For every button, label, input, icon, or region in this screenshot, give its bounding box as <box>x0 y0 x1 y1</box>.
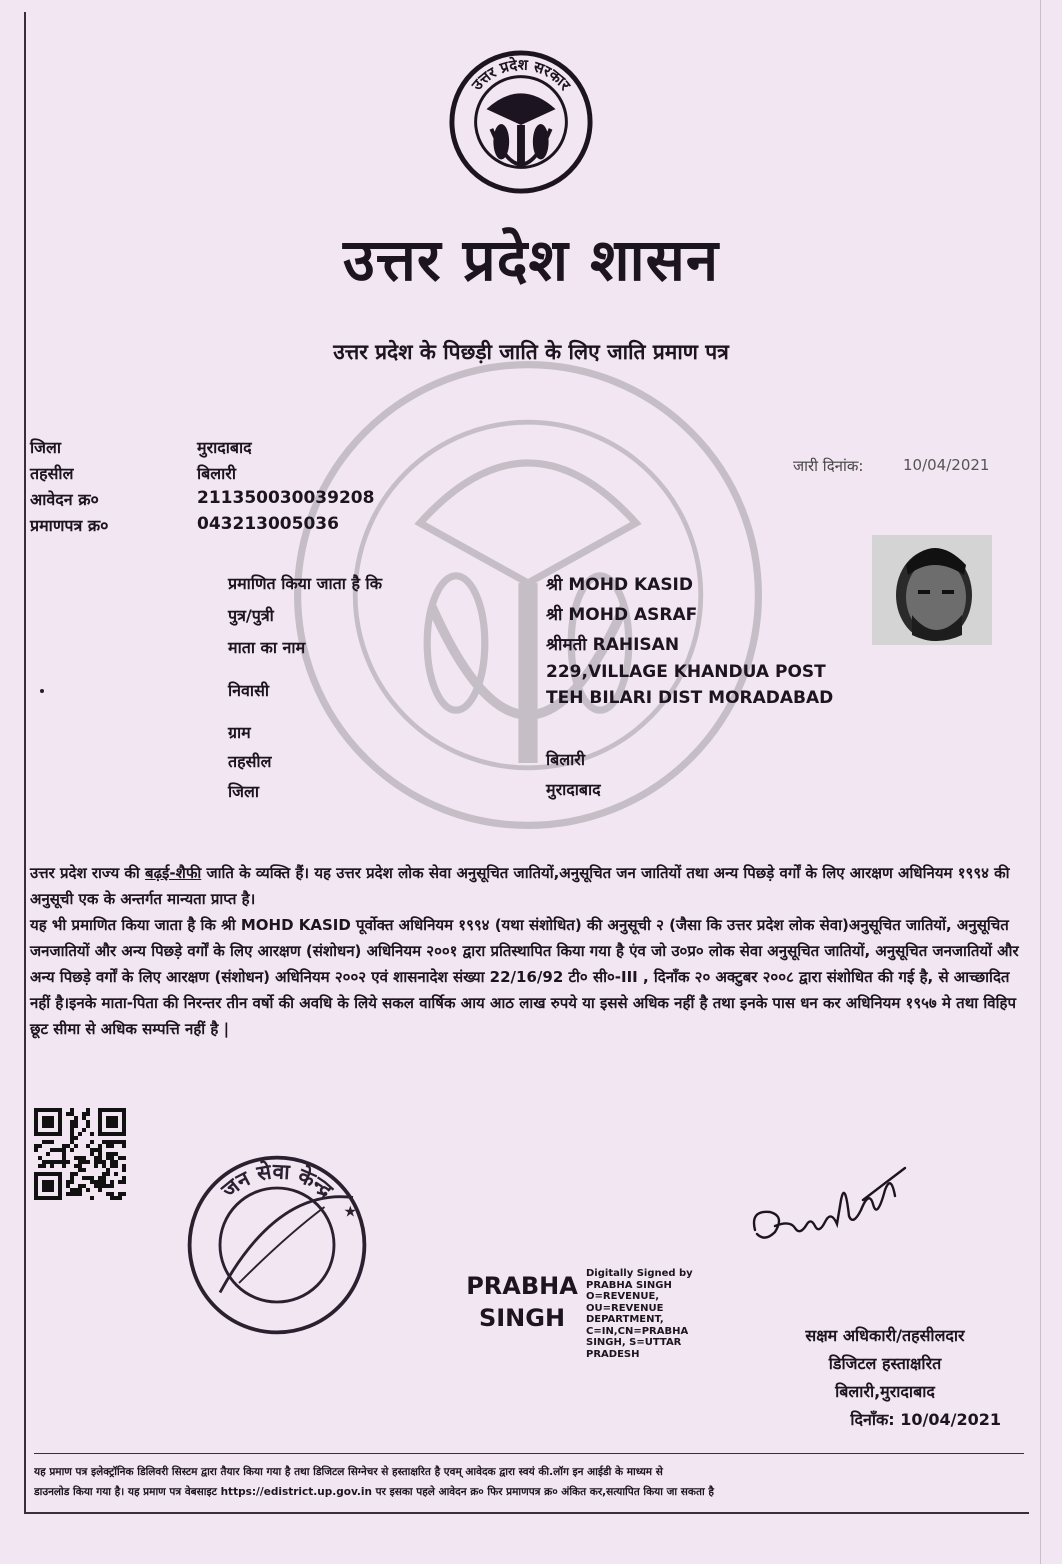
watermark-emblem-icon <box>288 355 768 835</box>
certificate-number-label: प्रमाणपत्र क्र० <box>30 516 109 535</box>
applicant-photo <box>872 535 992 645</box>
village-label: ग्राम <box>228 723 251 742</box>
issue-date-label: जारी दिनांक: <box>793 457 864 475</box>
parent-label: पुत्र/पुत्री <box>228 606 274 625</box>
page-title: उत्तर प्रदेश शासन <box>342 226 720 294</box>
digital-signer-name <box>458 1270 586 1334</box>
district-value: मुरादाबाद <box>197 438 252 457</box>
signer-first-name: PRABHA <box>466 1272 578 1300</box>
officer-date <box>755 1406 1015 1434</box>
scan-dot <box>40 689 44 693</box>
person-photo-icon <box>872 535 992 645</box>
detail-tehsil-label: तहसील <box>228 752 272 771</box>
footer-line-2: डाउनलोड किया गया है। यह प्रमाण पत्र वेबसाइट https://edistrict.up.gov.in पर इसका पहले आवेदन क्र० फिर प्रमाणपत्र क्र० अंकित कर,सत्यापित किया जा सकता है <box>34 1486 714 1498</box>
certificate-subtitle: उत्तर प्रदेश के पिछड़ी जाति के लिए जाति प्रमाण पत्र <box>333 340 729 364</box>
officer-date-value: 10/04/2021 <box>900 1410 1001 1429</box>
mother-name: श्रीमती RAHISAN <box>546 635 680 655</box>
issue-date-value: 10/04/2021 <box>903 456 990 474</box>
svg-text:जन सेवा केन्द्र: जन सेवा केन्द्र <box>216 1159 338 1203</box>
body-paragraph-2: यह भी प्रमाणित किया जाता है कि श्री MOHD KASID पूर्वोक्त अधिनियम १९९४ (यथा संशोधित) की अनुसूची २ (जैसा कि उत्तर प्रदेश लोक सेवा)अनुसूचित जातियों, अनुसूचित जनजातियों और अन्य पिछड़े वर्गों के लिए आरक्षण (संशोधन) अधिनियम २००१ द्वारा प्रतिस्थापित किया गया है एंव जो उ०प्र० लोक सेवा अनुसूचित जातियों, अनुसूचित जनजातियों और अन्य पिछड़े वर्गों के लिए आरक्षण (संशोधन) अधिनियम २००२ एवं शासनादेश संख्या 22/16/92 टी० सी०-III , दिनाँक २० अक्टुबर २००८ द्वारा संशोधित की गई है, से आच्छादित नहीं है।इनके माता-पिता की निरन्तर तीन वर्षो की अवधि के लिये सकल वार्षिक आय आठ लाख रुपये या इससे अधिक नहीं है तथा इनके पास धन कर अधिनियम १९५७ मे तथा विहिप छूट सीमा से अधिक सम्पत्ति नहीं है | <box>30 916 1019 1038</box>
address-line-2: TEH BILARI DIST MORADABAD <box>546 688 834 708</box>
detail-district-value: मुरादाबाद <box>546 780 601 799</box>
officer-date-label: दिनाँक: <box>850 1410 895 1429</box>
officer-designation: सक्षम अधिकारी/तहसीलदार <box>805 1326 965 1345</box>
body-paragraph-1 <box>30 860 1020 912</box>
resident-label: निवासी <box>228 681 270 700</box>
footer-note <box>34 1462 1024 1502</box>
caste-name: बढ़ई-शैफी <box>145 864 202 882</box>
detail-tehsil-value: बिलारी <box>546 750 585 769</box>
svg-text:★: ★ <box>343 1202 358 1221</box>
mother-label: माता का नाम <box>228 638 306 657</box>
certificate-number-value: 043213005036 <box>197 514 339 534</box>
application-number-value: 211350030039208 <box>197 488 375 508</box>
certificate-body <box>30 860 1020 1042</box>
detail-district-label: जिला <box>228 782 260 801</box>
footer-divider <box>34 1453 1024 1454</box>
district-label: जिला <box>30 438 62 457</box>
body-p1-suffix: जाति के व्यक्ति हैं। यह उत्तर प्रदेश लोक सेवा अनुसूचित जातियों,अनुसूचित जन जातियों तथा अन्य पिछड़े वर्गों के लिए आरक्षण अधिनियम १९९४ की अनुसूची एक के अन्तर्गत मान्यता प्राप्त है। <box>30 864 1010 908</box>
tehsil-value: बिलारी <box>197 464 236 483</box>
officer-digital-signed: डिजिटल हस्ताक्षरित <box>828 1354 942 1373</box>
up-government-emblem-icon <box>447 48 595 196</box>
parent-name: श्री MOHD ASRAF <box>546 605 698 625</box>
handwritten-signature-icon <box>745 1160 915 1250</box>
certify-label: प्रमाणित किया जाता है कि <box>228 574 382 593</box>
signer-last-name: SINGH <box>478 1304 566 1332</box>
jan-seva-kendra-stamp-icon <box>182 1150 372 1340</box>
digital-signature-details: Digitally Signed by PRABHA SINGH O=REVENUE, OU=REVENUE DEPARTMENT, C=IN,CN=PRABHA SINGH, S=UTTAR PRADESH <box>586 1268 693 1360</box>
officer-block <box>755 1322 1015 1434</box>
qr-code-icon <box>34 1108 126 1200</box>
tehsil-label: तहसील <box>30 464 74 483</box>
applicant-name: श्री MOHD KASID <box>546 575 693 595</box>
address-line-1: 229,VILLAGE KHANDUA POST <box>546 662 826 682</box>
officer-place: बिलारी,मुरादाबाद <box>835 1382 935 1401</box>
body-p1-prefix: उत्तर प्रदेश राज्य की <box>30 864 146 882</box>
footer-line-1: यह प्रमाण पत्र इलेक्ट्रॉनिक डिलिवरी सिस्टम द्वारा तैयार किया गया है तथा डिजिटल सिग्नेचर से हस्ताक्षरित है एवम् आवेदक द्वारा स्वयं की.लॉग इन आईडी के माध्यम से <box>34 1466 663 1478</box>
application-number-label: आवेदन क्र० <box>30 490 99 509</box>
svg-text:उत्तर प्रदेश सरकार: उत्तर प्रदेश सरकार <box>468 56 574 94</box>
